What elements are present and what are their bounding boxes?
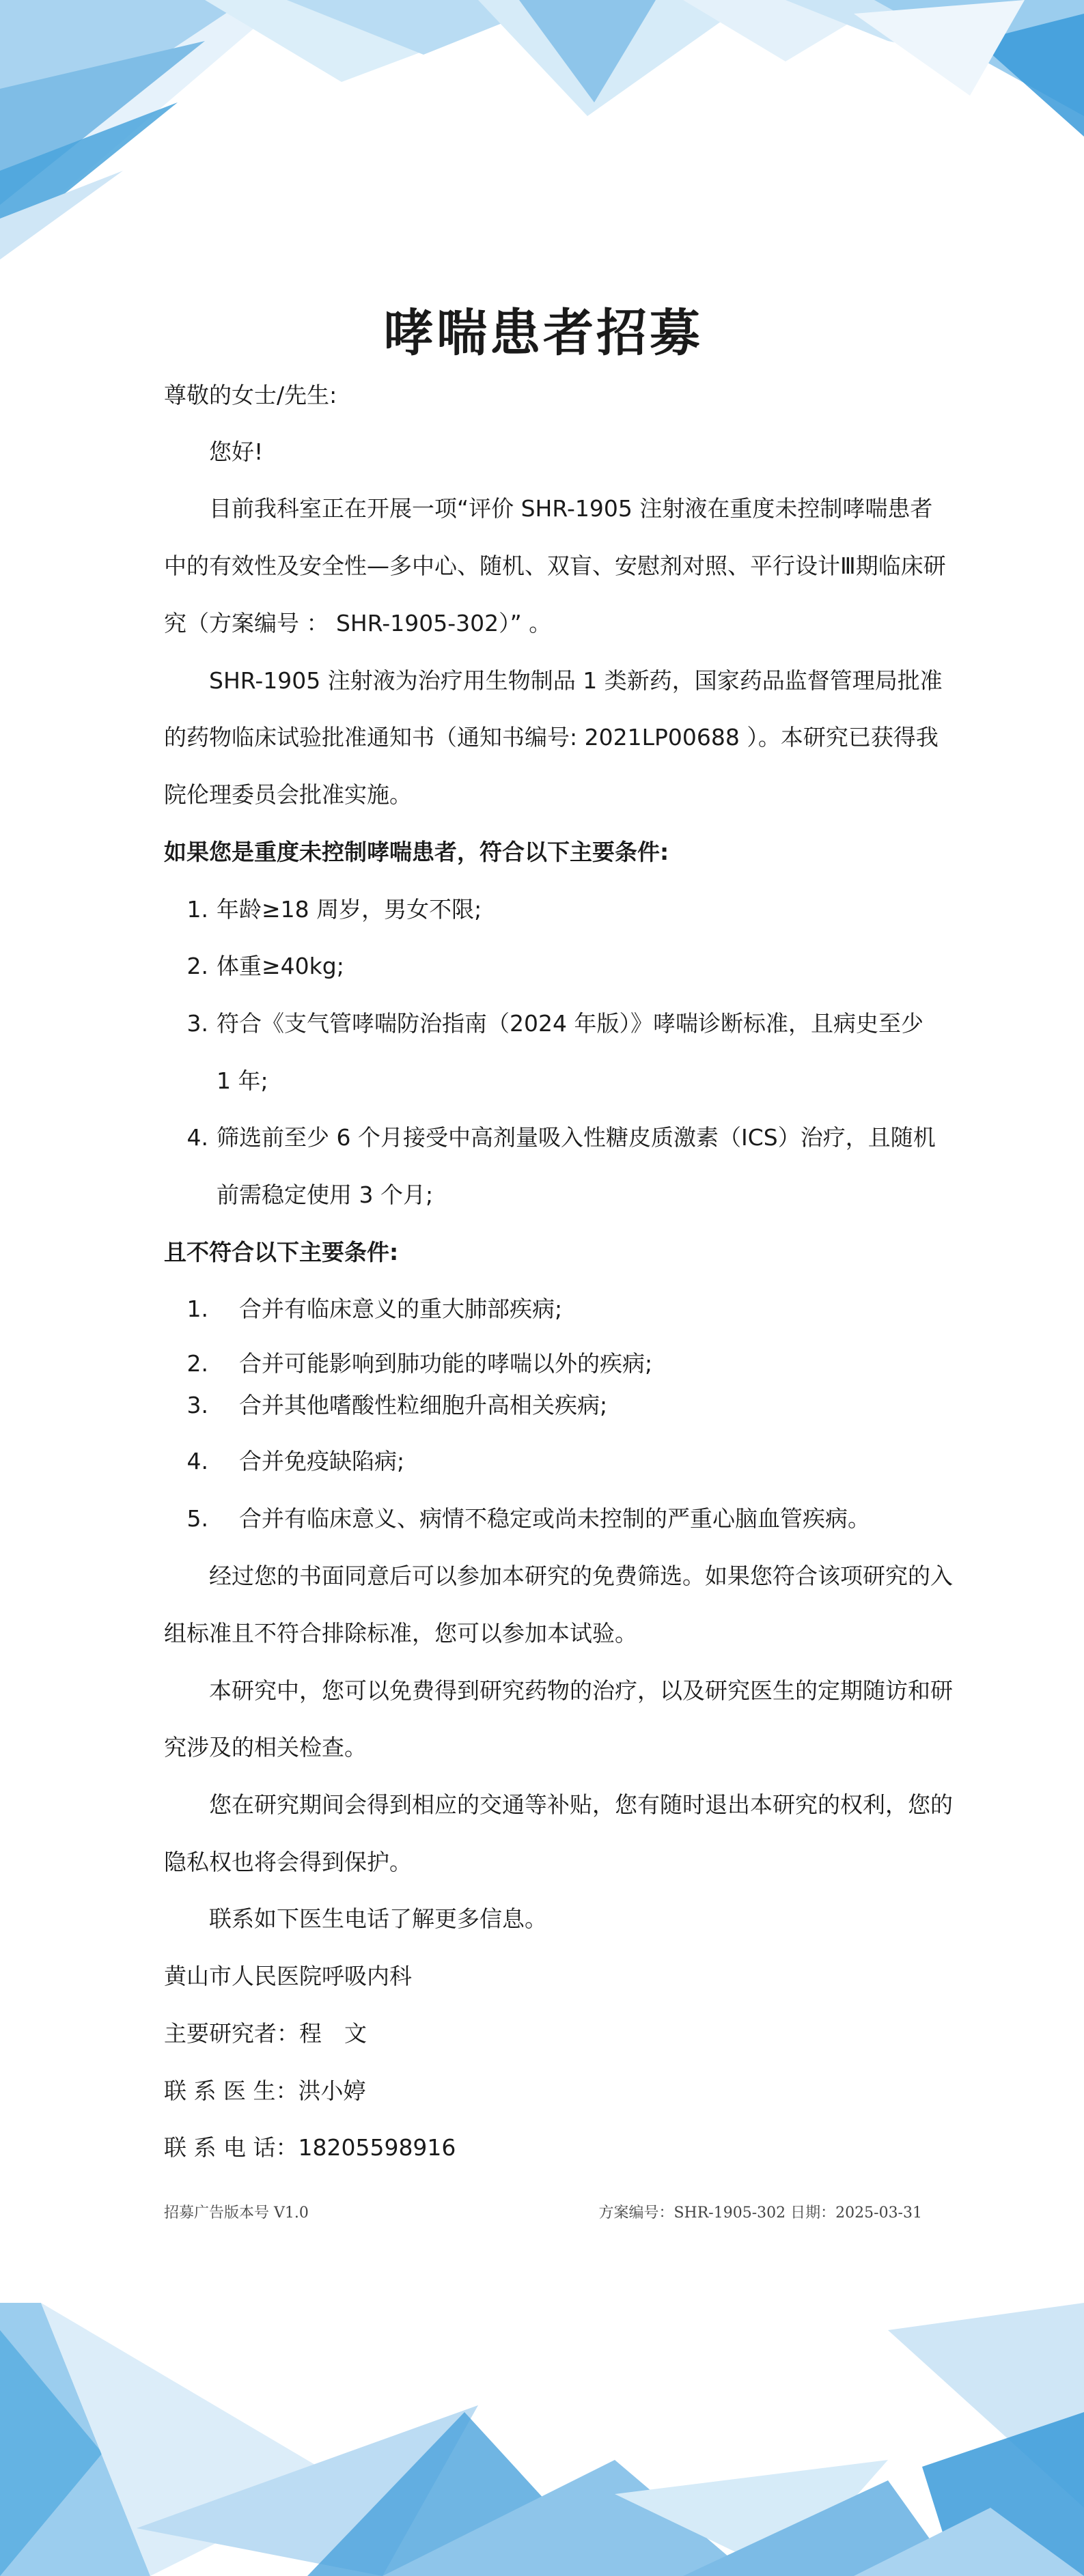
list-number: 1. — [186, 896, 208, 923]
contact-doctor: 联 系 医 生：洪小婷 — [164, 2077, 366, 2104]
rights-line-2: 隐私权也将会得到保护。 — [164, 1849, 412, 1875]
list-text: 合并其他嗜酸性粒细胞升高相关疾病; — [239, 1392, 608, 1418]
list-text: 年龄≥18 周岁，男女不限; — [217, 896, 482, 923]
list-number: 3. — [186, 1010, 208, 1037]
intro-line-3: 究（方案编号 ： SHR-1905-302）” 。 — [164, 610, 552, 636]
top-decoration — [0, 0, 1084, 273]
list-text: 筛选前至少 6 个月接受中高剂量吸入性糖皮质激素（ICS）治疗，且随机 — [217, 1124, 936, 1151]
page-title: 哮喘患者招募 — [383, 304, 703, 363]
list-number: 2. — [186, 953, 208, 979]
list-number: 1. — [186, 1296, 208, 1322]
greeting: 尊敬的女士/先生: — [164, 382, 337, 408]
principal-investigator: 主要研究者：程 文 — [164, 2020, 367, 2047]
drug-line-3: 院伦理委员会批准实施。 — [164, 781, 412, 808]
benefit-line-2: 究涉及的相关检查。 — [164, 1734, 367, 1761]
benefit-line-1: 本研究中，您可以免费得到研究药物的治疗，以及研究医生的定期随访和研 — [209, 1677, 953, 1704]
list-text: 合并可能影响到肺功能的哮喘以外的疾病; — [239, 1350, 653, 1377]
list-number: 4. — [186, 1124, 208, 1151]
bottom-decoration — [0, 2303, 1084, 2576]
list-number: 4. — [186, 1448, 208, 1474]
department: 黄山市人民医院呼吸内科 — [164, 1963, 412, 1989]
list-text: 前需稳定使用 3 个月; — [217, 1181, 434, 1208]
list-text: 合并有临床意义、病情不稳定或尚未控制的严重心脑血管疾病。 — [239, 1505, 870, 1532]
screening-line-1: 经过您的书面同意后可以参加本研究的免费筛选。如果您符合该项研究的入 — [209, 1563, 953, 1589]
list-text: 1 年; — [217, 1067, 268, 1094]
intro-line-1: 目前我科室正在开展一项“评价 SHR-1905 注射液在重度未控制哮喘患者 — [209, 495, 933, 522]
contact-intro: 联系如下医生电话了解更多信息。 — [209, 1905, 547, 1932]
list-text: 符合《支气管哮喘防治指南（2024 年版）》哮喘诊断标准，且病史至少 — [217, 1010, 923, 1037]
hello-line: 您好! — [209, 438, 264, 465]
exclusion-heading: 且不符合以下主要条件: — [164, 1239, 399, 1265]
list-number: 2. — [186, 1350, 208, 1377]
screening-line-2: 组标准且不符合排除标准，您可以参加本试验。 — [164, 1620, 637, 1647]
list-number: 3. — [186, 1392, 208, 1418]
contact-phone: 联 系 电 话：18205598916 — [164, 2134, 456, 2161]
rights-line-1: 您在研究期间会得到相应的交通等补贴，您有随时退出本研究的权利，您的 — [209, 1791, 953, 1818]
drug-line-2: 的药物临床试验批准通知书（通知书编号: 2021LP00688 ）。本研究已获得我 — [164, 724, 939, 751]
inclusion-heading: 如果您是重度未控制哮喘患者，符合以下主要条件: — [164, 839, 669, 865]
list-text: 合并免疫缺陷病; — [239, 1448, 405, 1474]
drug-line-1: SHR-1905 注射液为治疗用生物制品 1 类新药，国家药品监督管理局批准 — [209, 667, 943, 694]
list-text: 合并有临床意义的重大肺部疾病; — [239, 1296, 563, 1322]
intro-line-2: 中的有效性及安全性—多中心、随机、双盲、安慰剂对照、平行设计Ⅲ期临床研 — [164, 552, 946, 579]
list-text: 体重≥40kg; — [217, 953, 344, 979]
footer-version: 招募广告版本号 V1.0 — [164, 2204, 309, 2222]
list-number: 5. — [186, 1505, 208, 1532]
footer-protocol-date: 方案编号：SHR-1905-302 日期：2025-03-31 — [598, 2204, 922, 2222]
